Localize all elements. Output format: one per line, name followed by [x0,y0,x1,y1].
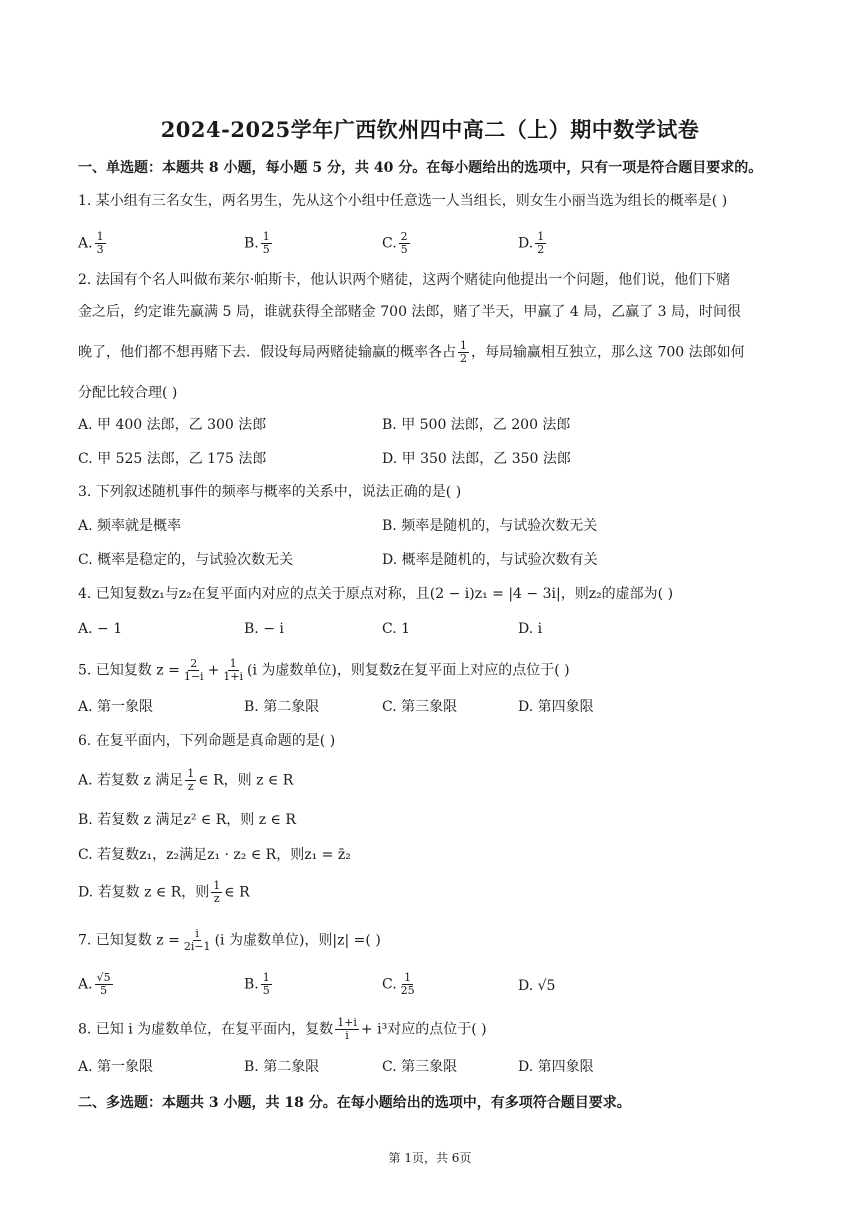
question-1-stem: 1. 某小组有三名女生，两名男生，先从这个小组中任意选一人当组长，则女生小丽当选为组长的概率是( ) [78,193,728,209]
q4-option-a: A. − 1 [78,621,123,637]
q4-option-d: D. i [518,621,543,637]
q5-option-b: B. 第二象限 [244,699,320,715]
q3-option-b: B. 频率是随机的，与试验次数无关 [382,518,598,534]
page-title: 2024-2025学年广西钦州四中高二（上）期中数学试卷 [160,117,700,142]
page-footer: 第 1页，共 6页 [388,1151,472,1165]
q3-option-d: D. 概率是随机的，与试验次数有关 [382,552,598,568]
option-label: A. [78,235,93,252]
q7-option-b [244,972,274,997]
q8-option-c: C. 第三象限 [382,1059,458,1075]
question-2-line-4: 分配比较合理( ) [78,385,178,401]
fraction: $\frac{1}{2}$ [537,230,545,256]
q5-option-d: D. 第四象限 [518,699,594,715]
fraction: $\frac{1}{z}$ [213,879,221,905]
question-5-stem: 5. 已知复数 z = $\frac{2}{1-i}$ + $\frac{1}{1+i}$ (i 为虚数单位)，则复数z̄在复平面上对应的点位于( ) [78,657,570,683]
q8-option-d: D. 第四象限 [518,1059,594,1075]
q2-option-a: A. 甲 400 法郎，乙 300 法郎 [78,417,267,433]
q5-option-a: A. 第一象限 [78,699,154,715]
option-label: A. [78,976,93,993]
q6-option-d: D. 若复数 z ∈ R，则 $\frac{1}{z}$ ∈ R [78,879,250,905]
q6-option-c: C. 若复数z₁，z₂满足z₁ · z₂ ∈ R，则z₁ = z̄₂ [78,847,351,863]
q8-option-a: A. 第一象限 [78,1059,154,1075]
question-2-line-2: 金之后，约定谁先赢满 5 局，谁就获得全部赌金 700 法郎，赌了半天，甲赢了 4 局，乙赢了 3 局，时间很 [78,304,742,320]
fraction: $\frac{2}{5}$ [400,230,408,256]
q1-option-d [518,231,548,256]
option-label: B. [244,235,259,252]
fraction: $\frac{1}{1+i}$ [223,657,244,683]
question-2-line-3: 晚了，他们都不想再赌下去．假设每局两赌徒输赢的概率各占 $\frac{1}{2}$ ，每局输赢相互独立，那么这 700 法郎如何 [78,339,745,365]
q1-option-c [382,231,412,256]
q7-option-d: D. √5 [518,978,556,994]
fraction: $\frac{1+i}{i}$ [337,1016,357,1042]
q5-option-c: C. 第三象限 [382,699,458,715]
q4-option-c: C. 1 [382,621,411,637]
fraction: $\frac{1}{5}$ [262,971,270,997]
q7-option-c [382,972,419,997]
q4-option-b: B. − i [244,621,284,637]
question-8-stem: 8. 已知 i 为虚数单位，在复平面内，复数 $\frac{1+i}{i}$ + i³对应的点位于( ) [78,1016,487,1042]
fraction: $\frac{√5}{5}$ [96,971,111,997]
q3-option-a: A. 频率就是概率 [78,518,182,534]
question-4-stem: 4. 已知复数z₁与z₂在复平面内对应的点关于原点对称，且(2 − i)z₁ = |4 − 3i|，则z₂的虚部为( ) [78,586,674,602]
q3-option-c: C. 概率是稳定的，与试验次数无关 [78,552,294,568]
q8-option-b: B. 第二象限 [244,1059,320,1075]
option-label: D. [518,235,534,252]
fraction: $\frac{2}{1-i}$ [183,657,204,683]
q2-option-d: D. 甲 350 法郎，乙 350 法郎 [382,451,571,467]
q2-option-c: C. 甲 525 法郎，乙 175 法郎 [78,451,267,467]
fraction: $\frac{i}{2i-1}$ [183,927,211,953]
fraction: $\frac{1}{2}$ [460,339,467,365]
option-label: C. [382,235,397,252]
q7-option-a [78,972,115,997]
fraction: $\frac{1}{3}$ [96,230,104,256]
question-7-stem: 7. 已知复数 z = $\frac{i}{2i-1}$ (i 为虚数单位)，则|z| =( ) [78,927,381,953]
option-label: C. [382,976,397,993]
fraction: $\frac{1}{5}$ [262,230,270,256]
q6-option-b: B. 若复数 z 满足z² ∈ R，则 z ∈ R [78,812,296,828]
fraction: $\frac{1}{z}$ [187,767,195,793]
option-label: B. [244,976,259,993]
section-heading-single-choice: 一、单选题：本题共 8 小题，每小题 5 分，共 40 分。在每小题给出的选项中，只有一项是符合题目要求的。 [78,160,763,176]
q1-option-a [78,231,108,256]
question-2-line-1: 2. 法国有个名人叫做布莱尔·帕斯卡，他认识两个赌徒，这两个赌徒向他提出一个问题，他们说，他们下赌 [78,272,731,288]
q1-option-b [244,231,274,256]
fraction: $\frac{1}{25}$ [400,971,415,997]
section-heading-multiple-choice: 二、多选题：本题共 3 小题，共 18 分。在每小题给出的选项中，有多项符合题目要求。 [78,1095,631,1111]
q2-option-b: B. 甲 500 法郎，乙 200 法郎 [382,417,571,433]
question-6-stem: 6. 在复平面内，下列命题是真命题的是( ) [78,733,336,749]
question-3-stem: 3. 下列叙述随机事件的频率与概率的关系中，说法正确的是( ) [78,484,462,500]
q6-option-a: A. 若复数 z 满足 $\frac{1}{z}$ ∈ R，则 z ∈ R [78,767,294,793]
